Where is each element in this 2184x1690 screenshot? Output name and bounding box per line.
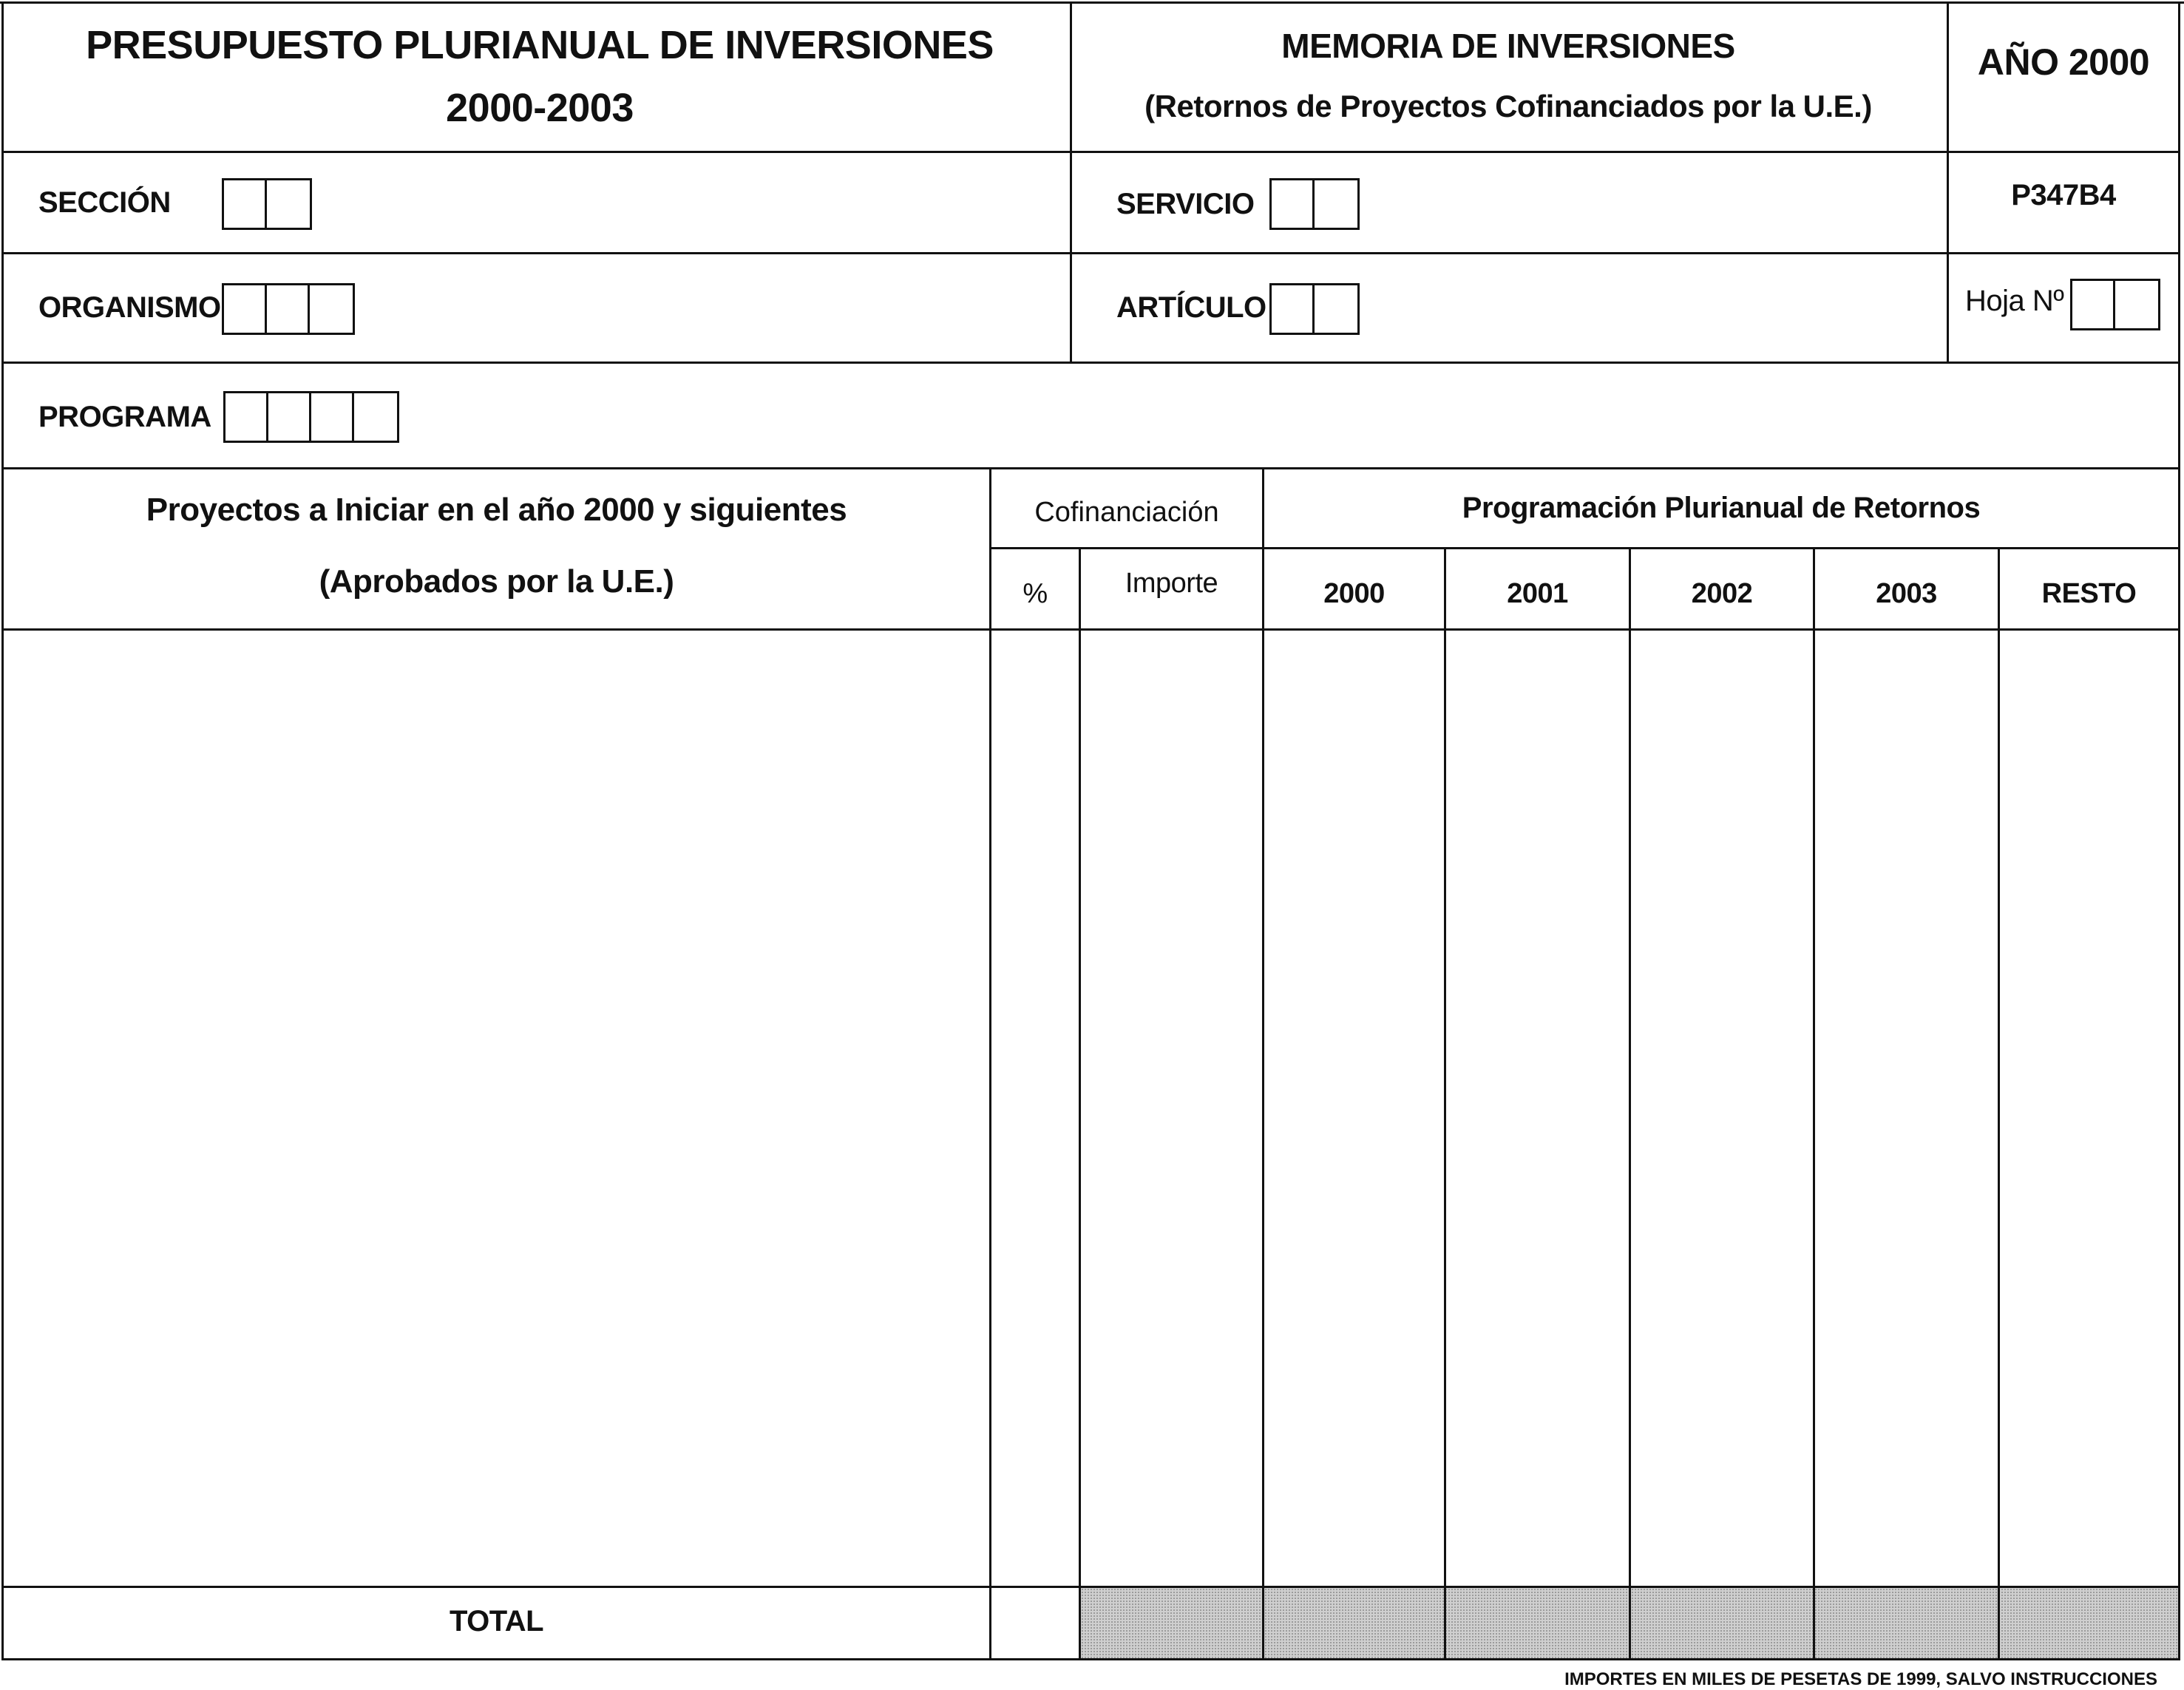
servicio-label: SERVICIO xyxy=(1116,188,1255,220)
row-rule-2 xyxy=(1,252,2180,254)
hoja-number-boxes[interactable] xyxy=(2070,279,2160,330)
total-label: TOTAL xyxy=(449,1605,544,1638)
digit-box[interactable] xyxy=(1272,285,1315,333)
total-divider-2001 xyxy=(1629,1586,1631,1660)
form-title-line1: PRESUPUESTO PLURIANUAL DE INVERSIONES xyxy=(86,23,994,67)
year-2003-entry-area[interactable] xyxy=(1815,631,1998,1587)
articulo-label: ARTÍCULO xyxy=(1116,291,1266,324)
cofinanciacion-header: Cofinanciación xyxy=(1034,497,1219,528)
total-divider-2002 xyxy=(1813,1586,1815,1660)
digit-box[interactable] xyxy=(310,285,353,333)
year-label: AÑO 2000 xyxy=(1977,41,2150,83)
form-title-line2: 2000-2003 xyxy=(446,86,634,130)
digit-box[interactable] xyxy=(268,393,311,441)
resto-entry-area[interactable] xyxy=(2000,631,2178,1587)
frame-top xyxy=(0,1,2184,4)
digit-box[interactable] xyxy=(224,180,267,228)
percent-header: % xyxy=(1023,578,1048,609)
programa-label: PROGRAMA xyxy=(38,401,211,433)
year-column-header: 2003 xyxy=(1876,578,1937,609)
year-column-header: 2000 xyxy=(1323,578,1385,609)
importe-entry-area[interactable] xyxy=(1081,631,1262,1587)
year-column-header: 2001 xyxy=(1507,578,1568,609)
resto-column-header: RESTO xyxy=(2041,578,2137,609)
seccion-label: SECCIÓN xyxy=(38,186,171,219)
year-2001-entry-area[interactable] xyxy=(1446,631,1629,1587)
total-divider-importe xyxy=(1262,1586,1264,1660)
digit-box[interactable] xyxy=(1315,180,1357,228)
footer-note: IMPORTES EN MILES DE PESETAS DE 1999, SALVO INSTRUCCIONES xyxy=(1564,1669,2157,1689)
percent-entry-area[interactable] xyxy=(991,631,1079,1587)
importe-header: Importe xyxy=(1125,568,1218,599)
projects-header: Proyectos a Iniciar en el año 2000 y siguientes xyxy=(146,492,847,528)
digit-box[interactable] xyxy=(267,180,310,228)
servicio-code-boxes[interactable] xyxy=(1269,178,1360,230)
year-2002-entry-area[interactable] xyxy=(1631,631,1813,1587)
digit-box[interactable] xyxy=(1272,180,1315,228)
projects-header-subtitle: (Aprobados por la U.E.) xyxy=(319,563,674,600)
total-percent-cell[interactable] xyxy=(991,1588,1079,1658)
digit-box[interactable] xyxy=(2072,281,2115,328)
total-divider-2000 xyxy=(1444,1586,1446,1660)
memoria-subtitle: (Retornos de Proyectos Cofinanciados por la U.E.) xyxy=(1144,89,1872,123)
table-subheader-rule xyxy=(989,547,2180,549)
organismo-code-boxes[interactable] xyxy=(222,283,355,335)
digit-box[interactable] xyxy=(224,285,267,333)
digit-box[interactable] xyxy=(267,285,310,333)
digit-box[interactable] xyxy=(354,393,397,441)
projects-entry-area[interactable] xyxy=(4,631,989,1587)
frame-bottom xyxy=(1,1658,2180,1660)
digit-box[interactable] xyxy=(2115,281,2158,328)
frame-right xyxy=(2178,1,2180,1660)
header-bottom-rule xyxy=(1,151,2180,153)
digit-box[interactable] xyxy=(225,393,268,441)
organismo-label: ORGANISMO xyxy=(38,291,221,324)
year-column-header: 2002 xyxy=(1691,578,1753,609)
programa-code-boxes[interactable] xyxy=(223,391,399,443)
form-code: P347B4 xyxy=(2011,179,2116,211)
row-rule-3 xyxy=(1,362,2180,364)
memoria-title: MEMORIA DE INVERSIONES xyxy=(1281,27,1735,65)
year-2000-entry-area[interactable] xyxy=(1264,631,1444,1587)
row-rule-4 xyxy=(1,467,2180,469)
articulo-code-boxes[interactable] xyxy=(1269,283,1360,335)
programacion-header: Programación Plurianual de Retornos xyxy=(1462,492,1981,524)
seccion-code-boxes[interactable] xyxy=(222,178,312,230)
digit-box[interactable] xyxy=(311,393,354,441)
hoja-label: Hoja Nº xyxy=(1965,285,2064,317)
digit-box[interactable] xyxy=(1315,285,1357,333)
total-divider-2003 xyxy=(1998,1586,2000,1660)
